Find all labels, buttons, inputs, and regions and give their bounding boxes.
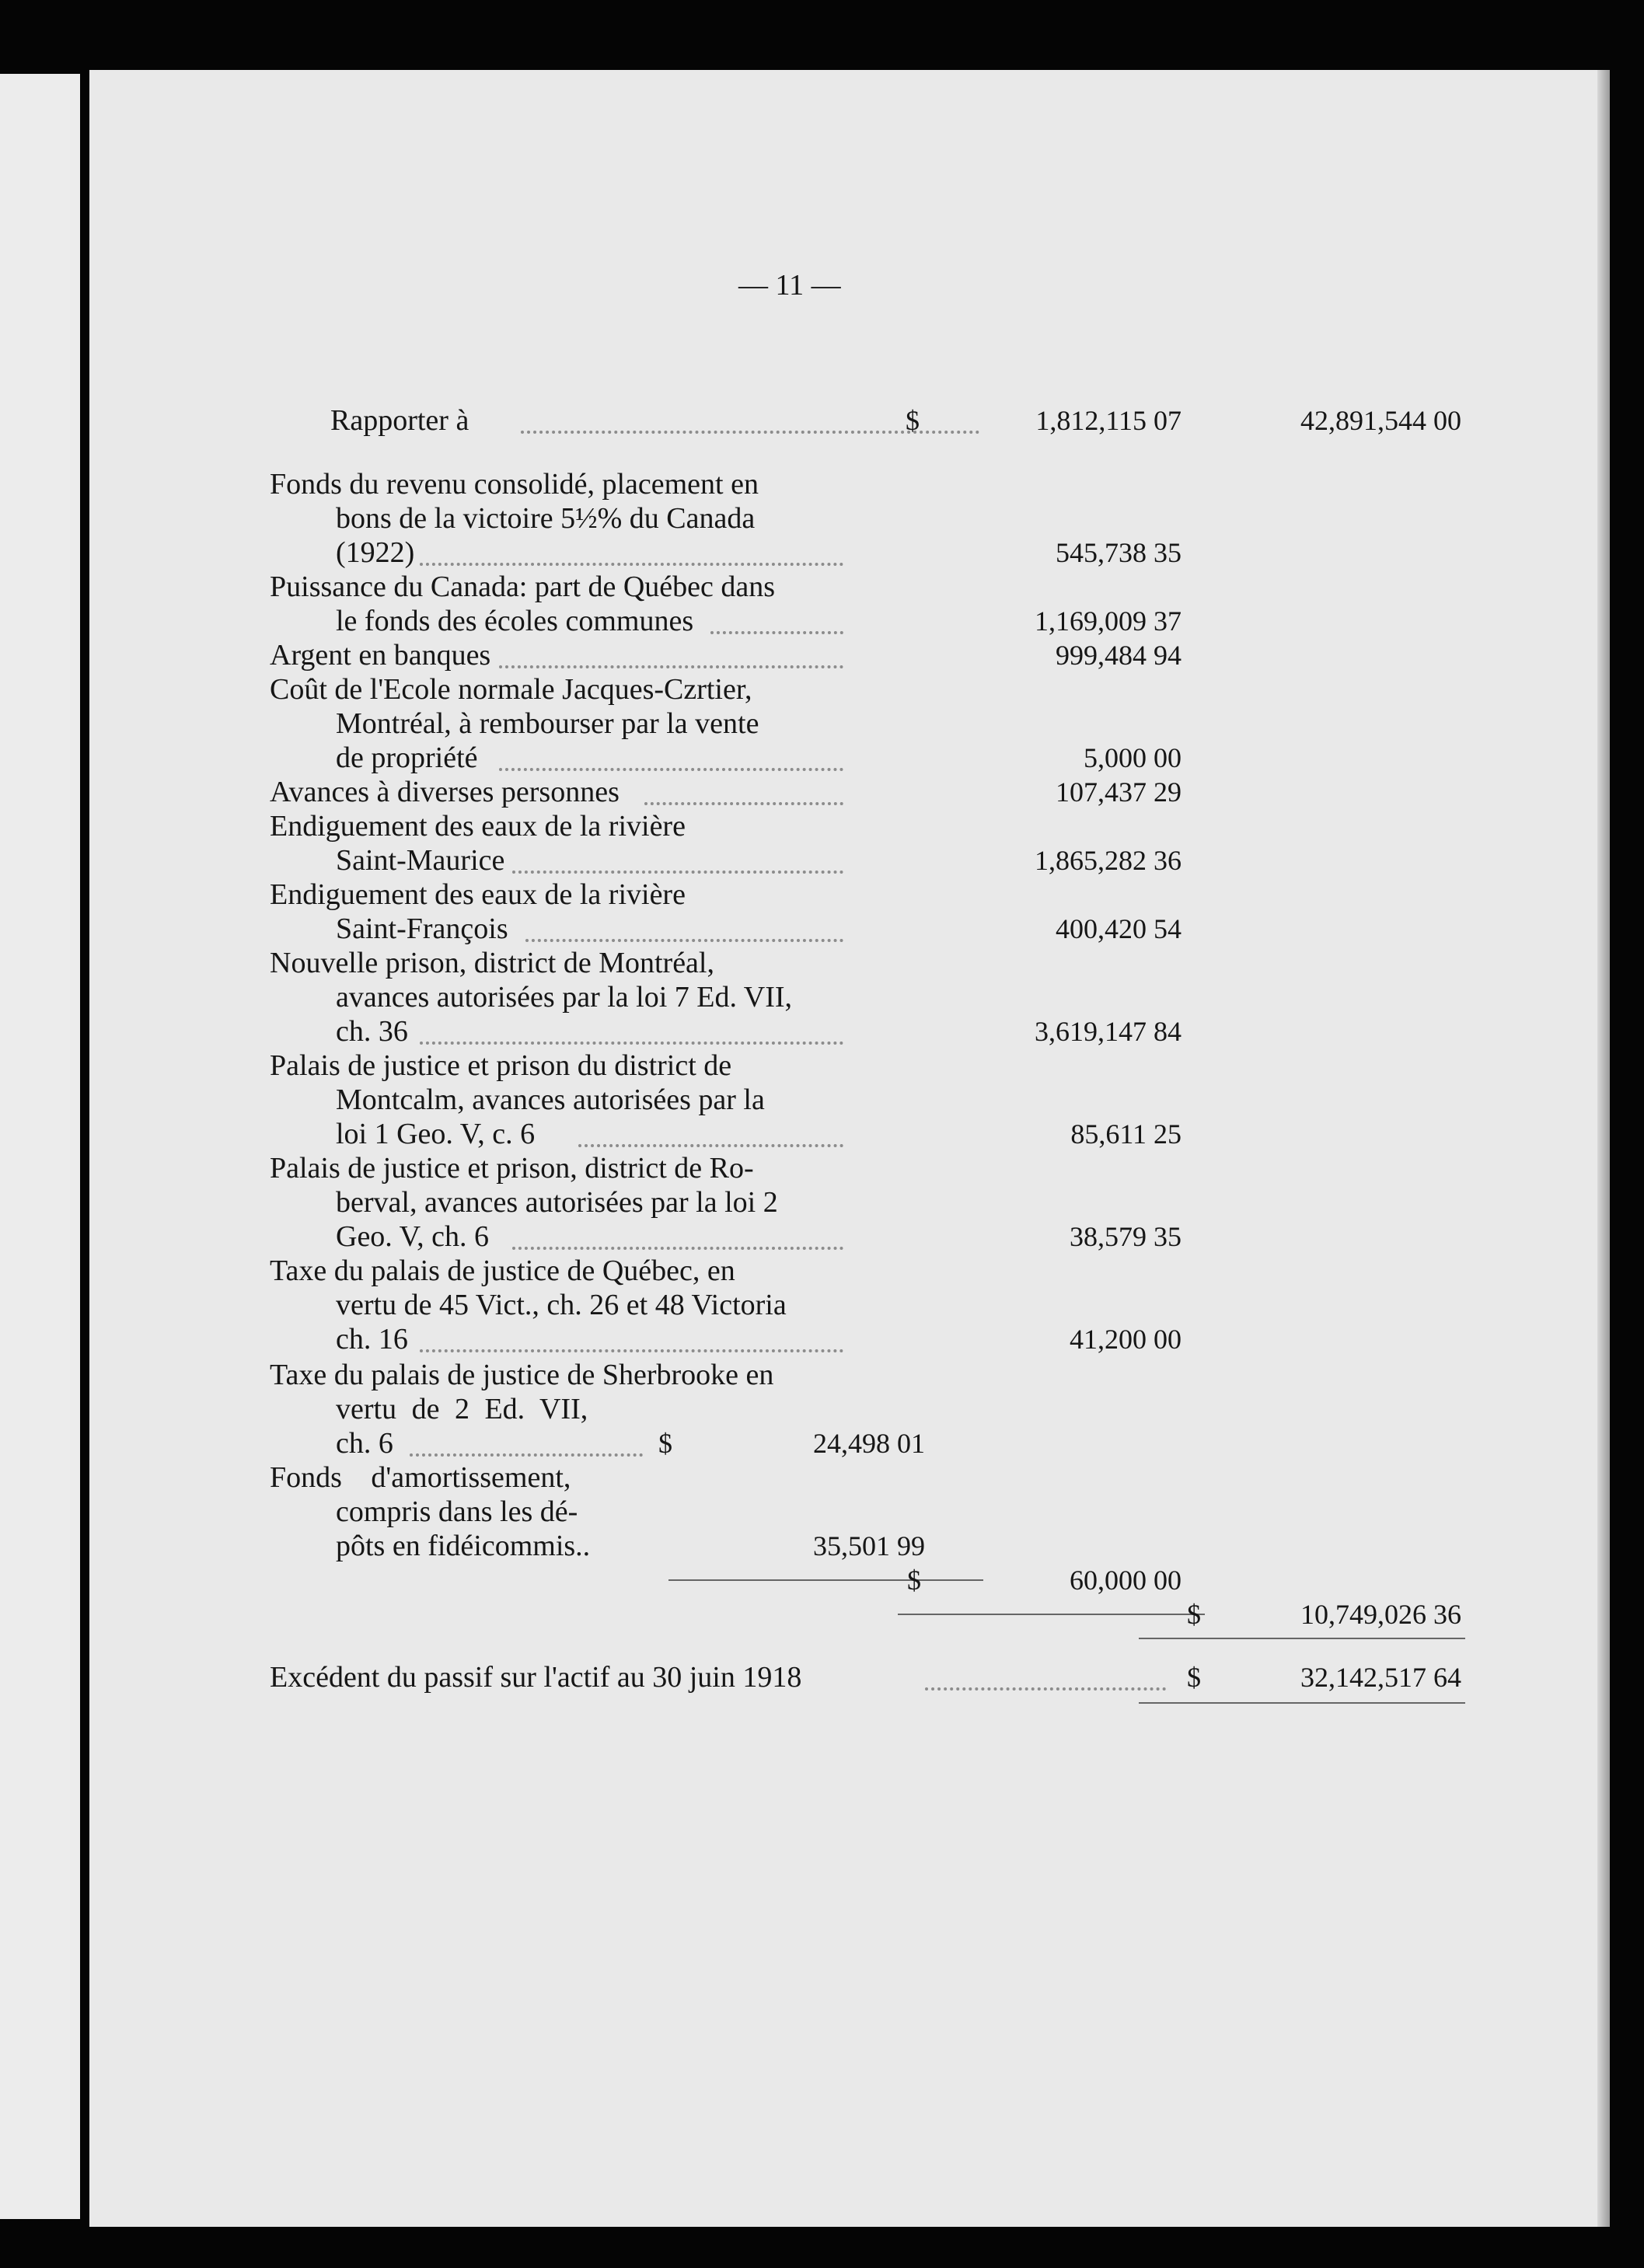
subtotal-currency: $ [907, 1565, 921, 1596]
entry-line: Saint-François [336, 912, 508, 945]
entry-line: Argent en banques [270, 639, 491, 672]
sherbrooke-currency: $ [658, 1428, 672, 1459]
entry-line: Palais de justice et prison, district de Ro- [270, 1152, 754, 1185]
entry-line: vertu de 2 Ed. VII, [336, 1393, 588, 1425]
entry-line: Puissance du Canada: part de Québec dans [270, 570, 776, 603]
item-amount: 38,579 35 [1070, 1221, 1182, 1252]
amortissement-amount: 35,501 99 [813, 1530, 925, 1561]
entry-line: Nouvelle prison, district de Montréal, [270, 947, 714, 979]
entry-line: Taxe du palais de justice de Sherbrooke en [270, 1359, 774, 1391]
leader-dots [499, 768, 843, 771]
leader-dots [420, 1349, 843, 1352]
document-page [89, 70, 1609, 2227]
entry-line: ch. 36 [336, 1015, 408, 1048]
leader-dots [420, 1042, 843, 1045]
leader-dots [499, 665, 843, 668]
entry-line: Endiguement des eaux de la rivière [270, 878, 686, 911]
entry-line: Palais de justice et prison du district de [270, 1049, 732, 1082]
leader-dots [512, 1247, 843, 1250]
excedent-underline [1139, 1702, 1465, 1704]
entry-line: Avances à diverses personnes [270, 776, 620, 808]
excedent-label: Excédent du passif sur l'actif au 30 juin 1918 [270, 1661, 802, 1694]
carry-amount-1: 1,812,115 07 [1035, 405, 1182, 436]
entry-line: pôts en fidéicommis.. [336, 1530, 591, 1562]
sherbrooke-amount: 24,498 01 [813, 1428, 925, 1459]
leader-dots [512, 871, 843, 874]
entry-line: (1922) [336, 536, 415, 569]
entry-line: ch. 16 [336, 1323, 408, 1356]
excedent-amount: 32,142,517 64 [1300, 1662, 1461, 1693]
item-amount: 41,200 00 [1070, 1324, 1182, 1355]
entry-line: Montréal, à rembourser par la vente [336, 707, 759, 740]
entry-line: Saint-Maurice [336, 844, 505, 877]
leader-dots [525, 939, 843, 942]
leader-dots [925, 1687, 1166, 1691]
item-amount: 3,619,147 84 [1035, 1016, 1182, 1047]
item-amount: 545,738 35 [1056, 537, 1182, 568]
total-lead-rule [898, 1614, 1205, 1615]
total-amount: 10,749,026 36 [1300, 1599, 1461, 1630]
entry-line: Endiguement des eaux de la rivière [270, 810, 686, 843]
carry-amount-2: 42,891,544 00 [1300, 405, 1461, 436]
item-amount: 999,484 94 [1056, 640, 1182, 671]
entry-line: Coût de l'Ecole normale Jacques-Czrtier, [270, 673, 752, 706]
total-currency: $ [1187, 1599, 1201, 1630]
item-amount: 1,169,009 37 [1035, 605, 1182, 637]
entry-line: berval, avances autorisées par la loi 2 [336, 1186, 778, 1219]
leader-dots [410, 1453, 643, 1457]
entry-line: Taxe du palais de justice de Québec, en [270, 1254, 735, 1287]
leader-dots [644, 802, 843, 805]
leader-dots [420, 563, 843, 566]
subtotal-amount: 60,000 00 [1070, 1565, 1182, 1596]
item-amount: 107,437 29 [1056, 776, 1182, 808]
carry-label: Rapporter à [330, 404, 469, 437]
entry-line: ch. 6 [336, 1427, 393, 1460]
excedent-currency: $ [1187, 1662, 1201, 1693]
leader-dots [578, 1144, 843, 1147]
entry-line: compris dans les dé- [336, 1495, 578, 1528]
entry-line: Fonds du revenu consolidé, placement en [270, 468, 759, 501]
entry-line: le fonds des écoles communes [336, 605, 694, 637]
entry-line: Montcalm, avances autorisées par la [336, 1083, 765, 1116]
item-amount: 1,865,282 36 [1035, 845, 1182, 876]
entry-line: Geo. V, ch. 6 [336, 1220, 490, 1253]
total-underline [1139, 1638, 1465, 1639]
entry-line: bons de la victoire 5½% du Canada [336, 502, 756, 535]
leader-dots [710, 631, 843, 634]
entry-line: avances autorisées par la loi 7 Ed. VII, [336, 981, 793, 1014]
entry-line: de propriété [336, 741, 478, 774]
entry-line: loi 1 Geo. V, c. 6 [336, 1118, 536, 1150]
page-number: — 11 — [738, 269, 841, 302]
previous-page-edge [0, 74, 80, 2219]
carry-currency: $ [906, 405, 920, 436]
item-amount: 5,000 00 [1084, 742, 1182, 773]
item-amount: 400,420 54 [1056, 913, 1182, 944]
entry-line: Fonds d'amortissement, [270, 1461, 571, 1494]
item-amount: 85,611 25 [1070, 1118, 1182, 1150]
page-edge-shadow [1597, 70, 1610, 2227]
entry-line: vertu de 45 Vict., ch. 26 et 48 Victoria [336, 1289, 787, 1321]
